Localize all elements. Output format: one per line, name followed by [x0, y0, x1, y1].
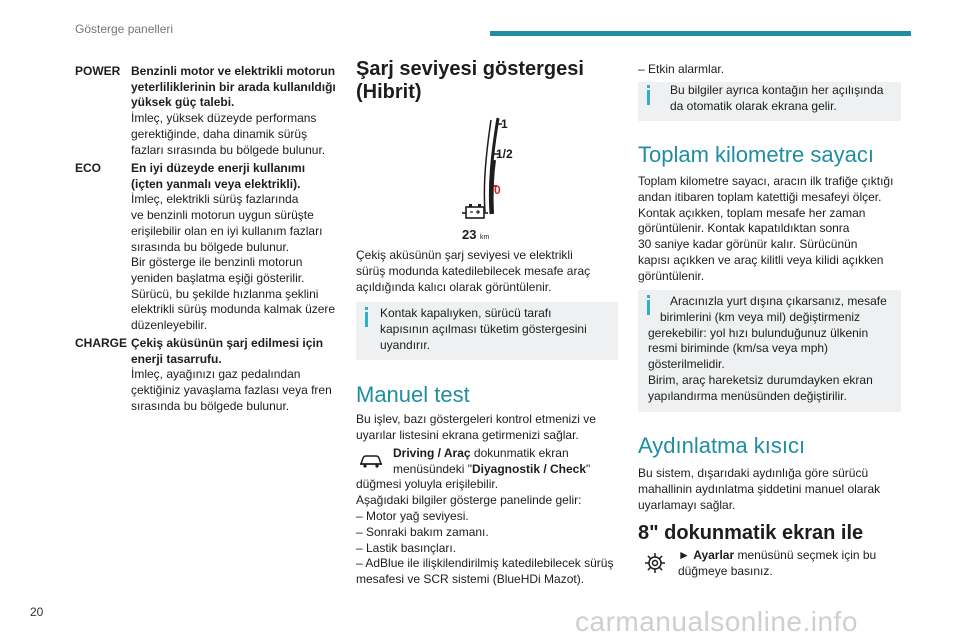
text-line: uyandırır.	[380, 337, 431, 352]
text-line: açıldığında kalıcı olarak görüntülenir.	[356, 279, 552, 294]
text-line: kapısının açılması tüketim göstergesini	[380, 321, 587, 336]
running-header: Gösterge panelleri	[75, 22, 174, 36]
gauge-label-half: 1/2	[496, 147, 513, 161]
text-line: gerekebilir: yol hızı bulunduğunuz ülkenin	[648, 325, 869, 340]
section-title-dimmer: Aydınlatma kısıcı	[638, 433, 806, 458]
info-note-wakeup	[356, 302, 618, 360]
charge-level-gauge	[458, 114, 514, 242]
text-line: kapısı açıkken ve araç kilitli veya kilidi açıkken	[638, 252, 884, 267]
text-line: görüntülenir. Kontak kapatıldıktan sonra	[638, 221, 850, 236]
section-title-manual-test: Manuel test	[356, 382, 470, 407]
definition-text-line: ve benzinli motorun uygun sürüşte	[131, 208, 314, 223]
text-line: uyarlamayı sağlar.	[638, 497, 736, 512]
text-line: uyarılar listesini ekrana getirmenizi sağlar.	[356, 427, 579, 442]
text-line: Bu sistem, dışarıdaki aydınlığa göre sürücü	[638, 466, 869, 480]
info-icon	[365, 312, 368, 327]
text-line: Kontak açıkken, toplam mesafe her zaman	[638, 205, 866, 220]
text-line: yapılandırma menüsünden değiştirilir.	[648, 388, 847, 403]
definition-text-line: İmleç, ayağınızı gaz pedalından	[131, 367, 301, 382]
gauge-label-empty: 0	[494, 183, 501, 197]
definition-term: CHARGE	[75, 336, 128, 350]
definition-text-line: düzenleyebilir.	[131, 318, 208, 333]
definition-heading-line: yüksek güç talebi.	[131, 95, 235, 110]
list-item: – Motor yağ seviyesi.	[356, 509, 469, 523]
definition-text-line: fazları sırasında bu bölgede bulunur.	[131, 142, 326, 157]
settings-step: ► Ayarlar menüsünü seçmek için bu düğmeye basınız.	[678, 548, 877, 578]
text-line: Çekiş aküsünün şarj seviyesi ve elektrikli	[356, 248, 573, 262]
odometer-description	[638, 174, 913, 285]
settings-gear-icon	[644, 552, 666, 574]
text-line: resmi biriminde (km/sa veya mph)	[648, 341, 829, 356]
car-icon	[358, 453, 384, 469]
definition-text-line: İmleç, yüksek düzeyde performans	[131, 111, 317, 126]
definition-text-line: sırasında bu bölgede bulunur.	[131, 398, 290, 413]
definition-term: ECO	[75, 161, 102, 175]
definition-heading-line: yeterliliklerinin bir arada kullanıldığı	[131, 79, 336, 94]
watermark: carmanualsonline.info	[575, 606, 858, 637]
text-line: Toplam kilometre sayacı, aracın ilk trafiğe çıktığı	[638, 174, 894, 188]
definition-heading-line: (içten yanmalı veya elektrikli).	[131, 176, 301, 191]
text-line: mahallinin aydınlatma şiddetini manuel olarak	[638, 481, 881, 496]
section-title-odometer: Toplam kilometre sayacı	[638, 142, 874, 167]
gauge-label-full: 1	[501, 117, 508, 131]
text-line: Birim, araç hareketsiz durumdayken ekran	[648, 372, 873, 387]
section-title-charge-level: Şarj seviyesi göstergesi (Hibrit)	[356, 58, 584, 103]
definition-text-line: erişilebilir olan en iyi kullanım fazları	[131, 223, 323, 238]
definition-text-line: çektiğiniz yavaşlama fazlası veya fren	[131, 383, 332, 398]
definition-text-line: yeniden başlatma eşiği gösterilir.	[131, 270, 305, 285]
charge-level-description	[356, 248, 626, 295]
gauge-range-value: 23	[462, 227, 477, 242]
list-item: – Lastik basınçları.	[356, 540, 457, 555]
definition-heading-line: Benzinli motor ve elektrikli motorun	[131, 64, 336, 78]
settings-menu-name: Ayarlar	[693, 548, 735, 562]
info-icon	[647, 90, 650, 105]
definition-body	[131, 161, 343, 334]
definition-text-line: Sürücü, bu şekilde hızlanma şeklini	[131, 286, 319, 301]
definition-term: POWER	[75, 64, 121, 78]
info-note-units	[638, 290, 901, 412]
section-title-touchscreen: 8" dokunmatik ekran ile	[638, 522, 864, 544]
text-line: birimlerini (km veya mil) değiştirmeniz	[660, 309, 861, 324]
step-arrow-icon: ►	[678, 548, 690, 562]
dimmer-description	[638, 466, 913, 513]
list-item: – Sonraki bakım zamanı.	[356, 524, 489, 539]
info-note-auto-display	[638, 82, 901, 121]
definition-heading-line: enerji tasarrufu.	[131, 351, 222, 366]
definition-text-line: sırasında bu bölgede bulunur.	[131, 239, 290, 254]
list-item: – AdBlue ile ilişkilendirilmiş katedilebilecek sürüş	[356, 556, 614, 571]
text-line: Bu işlev, bazı göstergeleri kontrol etmenizi ve	[356, 412, 596, 426]
gauge-range-unit: km	[480, 234, 490, 241]
page-number: 20	[30, 605, 44, 619]
driving-menu-name: Driving / Araç	[393, 446, 471, 460]
menu-access-text: düğmesi yoluyla erişilebilir. Aşağıdaki bilgiler gösterge panelinde gelir:	[356, 477, 582, 507]
text-line: andan itibaren toplam katettiği mesafeyi ölçer.	[638, 189, 882, 204]
definition-body	[131, 64, 343, 158]
definition-text-line: elektrikli sürüş modunda kalmak üzere	[131, 302, 336, 317]
definition-text-line: Bir gösterge ile benzinli motorun	[131, 255, 303, 270]
list-item-active-alarms: – Etkin alarmlar.	[638, 62, 725, 76]
definition-heading-line: En iyi düzeyde enerji kullanımı	[131, 161, 306, 175]
text-line: Kontak kapalıyken, sürücü tarafı	[380, 306, 552, 320]
text-line: Bu bilgiler ayrıca kontağın her açılışında	[670, 83, 884, 97]
text-line: da otomatik olarak ekrana gelir.	[670, 98, 837, 113]
text-line: gösterilmelidir.	[648, 357, 725, 372]
definition-text-line: İmleç, elektrikli sürüş fazlarında	[131, 192, 299, 207]
text-line: sürüş modunda katedilebilecek mesafe araç	[356, 263, 591, 278]
definition-text-line: gerektiğinde, daha dinamik sürüş	[131, 126, 308, 141]
definition-body	[131, 336, 343, 415]
text-line: 30 saniye kadar görünür kalır. Sürücünün	[638, 237, 858, 252]
info-icon	[647, 300, 650, 315]
definition-heading-line: Çekiş aküsünün şarj edilmesi için	[131, 336, 324, 350]
driving-menu-instruction: Driving / Araç dokunmatik ekran menüsündeki "Diyagnostik / Check"	[393, 446, 591, 476]
text-line: Aracınızla yurt dışına çıkarsanız, mesafe	[670, 294, 887, 308]
list-item: mesafesi ve SCR sistemi (BlueHDi Mazot).	[356, 572, 585, 587]
text-line: görüntülenir.	[638, 268, 705, 283]
info-list	[356, 509, 631, 588]
manual-test-intro	[356, 412, 626, 444]
diagnostic-button-name: Diyagnostik / Check	[471, 461, 587, 476]
header-rule	[490, 31, 911, 36]
